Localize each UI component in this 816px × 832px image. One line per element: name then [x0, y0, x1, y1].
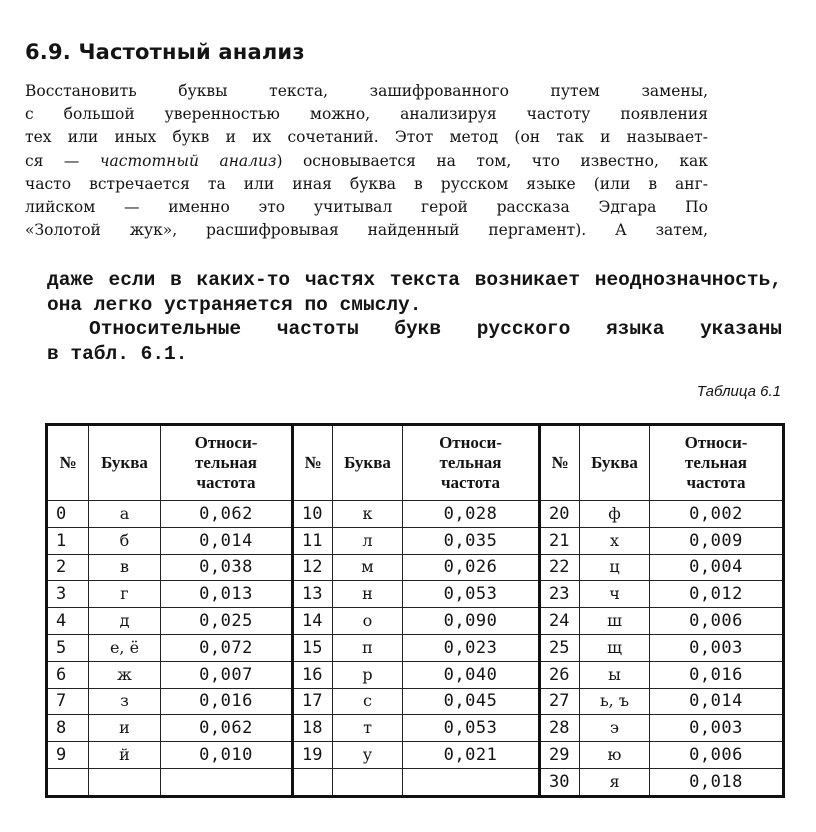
continuation-line: Относительные частоты букв русского языка указаны: [89, 318, 782, 340]
cell-letter: в: [89, 554, 161, 581]
cell-frequency: 0,040: [403, 661, 540, 688]
cell-letter: ь, ъ: [580, 688, 650, 715]
cell-letter: ф: [580, 501, 650, 528]
cell-number: 22: [540, 554, 580, 581]
cell-frequency: 0,016: [161, 688, 293, 715]
cell-letter: р: [333, 661, 403, 688]
cell-frequency: 0,013: [161, 581, 293, 608]
table-row: [47, 715, 784, 742]
table-header-row: [47, 425, 784, 501]
cell-frequency: 0,028: [403, 501, 540, 528]
header-frequency-line: частота: [440, 473, 501, 492]
header-letter: Буква: [580, 425, 650, 501]
cell-letter: л: [333, 527, 403, 554]
cell-number: 29: [540, 742, 580, 769]
header-frequency: [161, 425, 293, 501]
header-frequency-line: Относи-: [684, 433, 748, 452]
header-number: №: [47, 425, 89, 501]
cell-letter: х: [580, 527, 650, 554]
continuation-line: даже если в каких-то частях текста возникает неоднозначность,: [47, 269, 782, 291]
cell-number: [47, 768, 89, 796]
table-row: [47, 501, 784, 528]
cell-frequency: [161, 768, 293, 796]
cell-number: 27: [540, 688, 580, 715]
cell-number: 23: [540, 581, 580, 608]
cell-number: 3: [47, 581, 89, 608]
cell-number: 16: [293, 661, 333, 688]
table-row: [47, 768, 784, 796]
cell-frequency: 0,035: [403, 527, 540, 554]
cell-frequency: 0,012: [650, 581, 784, 608]
cell-number: 9: [47, 742, 89, 769]
cell-letter: п: [333, 634, 403, 661]
cell-frequency: 0,053: [403, 715, 540, 742]
cell-number: 5: [47, 634, 89, 661]
cell-letter: [89, 768, 161, 796]
cell-frequency: 0,023: [403, 634, 540, 661]
cell-letter: ш: [580, 608, 650, 635]
term-frequency-analysis: частотный анализ: [99, 151, 277, 170]
intro-line: тех или иных букв и их сочетаний. Этот метод (он так и называет-: [25, 128, 708, 147]
table-row: [47, 634, 784, 661]
table-caption: Таблица 6.1: [696, 383, 781, 400]
section-title: 6.9. Частотный анализ: [25, 40, 305, 64]
cell-number: 13: [293, 581, 333, 608]
cell-frequency: 0,045: [403, 688, 540, 715]
cell-frequency: 0,021: [403, 742, 540, 769]
cell-letter: и: [89, 715, 161, 742]
cell-number: 19: [293, 742, 333, 769]
cell-frequency: 0,062: [161, 715, 293, 742]
cell-frequency: 0,009: [650, 527, 784, 554]
continuation-paragraph: [47, 268, 782, 366]
header-number: №: [540, 425, 580, 501]
cell-number: 14: [293, 608, 333, 635]
cell-letter: б: [89, 527, 161, 554]
header-frequency-line: частота: [196, 473, 256, 492]
intro-line: «Золотой жук», расшифровывая найденный пергамент). А затем,: [25, 221, 708, 240]
intro-line-part: ся —: [25, 151, 100, 170]
table-row: [47, 608, 784, 635]
intro-line-term: [25, 150, 708, 173]
cell-frequency: 0,003: [650, 715, 784, 742]
cell-letter: й: [89, 742, 161, 769]
cell-frequency: 0,007: [161, 661, 293, 688]
continuation-line: в табл. 6.1.: [47, 342, 188, 365]
cell-letter: о: [333, 608, 403, 635]
cell-number: 4: [47, 608, 89, 635]
cell-number: 17: [293, 688, 333, 715]
cell-frequency: 0,010: [161, 742, 293, 769]
cell-letter: з: [89, 688, 161, 715]
header-frequency: [403, 425, 540, 501]
cell-number: 15: [293, 634, 333, 661]
cell-number: 25: [540, 634, 580, 661]
cell-number: [293, 768, 333, 796]
cell-letter: м: [333, 554, 403, 581]
cell-frequency: 0,004: [650, 554, 784, 581]
cell-number: 30: [540, 768, 580, 796]
cell-number: 21: [540, 527, 580, 554]
cell-letter: а: [89, 501, 161, 528]
cell-frequency: 0,025: [161, 608, 293, 635]
cell-number: 1: [47, 527, 89, 554]
header-number: №: [293, 425, 333, 501]
header-frequency-line: Относи-: [439, 433, 502, 452]
cell-letter: н: [333, 581, 403, 608]
table-row: [47, 742, 784, 769]
cell-letter: я: [580, 768, 650, 796]
cell-letter: у: [333, 742, 403, 769]
cell-number: 20: [540, 501, 580, 528]
cell-number: 8: [47, 715, 89, 742]
cell-frequency: 0,062: [161, 501, 293, 528]
intro-line: Восстановить буквы текста, зашифрованного путем замены,: [25, 82, 708, 100]
cell-frequency: 0,026: [403, 554, 540, 581]
cell-frequency: 0,090: [403, 608, 540, 635]
cell-number: 26: [540, 661, 580, 688]
cell-letter: д: [89, 608, 161, 635]
header-frequency-line: тельная: [685, 453, 747, 472]
header-letter: Буква: [333, 425, 403, 501]
cell-letter: е, ё: [89, 634, 161, 661]
header-frequency-line: Относи-: [194, 433, 258, 452]
header-frequency-line: тельная: [195, 453, 257, 472]
header-frequency-line: частота: [686, 473, 746, 492]
cell-letter: ы: [580, 661, 650, 688]
cell-letter: э: [580, 715, 650, 742]
cell-letter: ч: [580, 581, 650, 608]
header-frequency: [650, 425, 784, 501]
cell-number: 6: [47, 661, 89, 688]
cell-letter: [333, 768, 403, 796]
cell-number: 24: [540, 608, 580, 635]
cell-letter: т: [333, 715, 403, 742]
cell-frequency: 0,038: [161, 554, 293, 581]
cell-frequency: 0,072: [161, 634, 293, 661]
table-row: [47, 661, 784, 688]
cell-letter: с: [333, 688, 403, 715]
cell-letter: ю: [580, 742, 650, 769]
intro-line: лийском — именно это учитывал герой рассказа Эдгара По: [25, 198, 708, 217]
cell-letter: к: [333, 501, 403, 528]
intro-line-part: ) основывается на том, что известно, как: [276, 151, 708, 170]
cell-letter: ц: [580, 554, 650, 581]
table-row: [47, 581, 784, 608]
cell-number: 0: [47, 501, 89, 528]
cell-frequency: 0,002: [650, 501, 784, 528]
intro-line: часто встречается та или иная буква в русском языке (или в анг-: [25, 174, 708, 193]
cell-frequency: 0,018: [650, 768, 784, 796]
intro-paragraph: [25, 80, 708, 242]
letter-frequency-table: [45, 423, 785, 798]
cell-frequency: 0,014: [161, 527, 293, 554]
cell-number: 18: [293, 715, 333, 742]
table-row: [47, 527, 784, 554]
cell-letter: щ: [580, 634, 650, 661]
cell-frequency: [403, 768, 540, 796]
cell-number: 12: [293, 554, 333, 581]
cell-number: 11: [293, 527, 333, 554]
cell-number: 2: [47, 554, 89, 581]
cell-number: 7: [47, 688, 89, 715]
cell-letter: г: [89, 581, 161, 608]
cell-number: 10: [293, 501, 333, 528]
cell-frequency: 0,053: [403, 581, 540, 608]
header-frequency-line: тельная: [439, 453, 502, 472]
table-row: [47, 554, 784, 581]
intro-line: с большой уверенностью можно, анализируя частоту появления: [25, 105, 708, 124]
continuation-line: она легко устраняется по смыслу.: [47, 293, 422, 316]
cell-frequency: 0,014: [650, 688, 784, 715]
table-row: [47, 688, 784, 715]
cell-frequency: 0,016: [650, 661, 784, 688]
cell-frequency: 0,006: [650, 608, 784, 635]
table-body: [47, 501, 784, 797]
cell-frequency: 0,003: [650, 634, 784, 661]
cell-number: 28: [540, 715, 580, 742]
header-letter: Буква: [89, 425, 161, 501]
cell-frequency: 0,006: [650, 742, 784, 769]
cell-letter: ж: [89, 661, 161, 688]
